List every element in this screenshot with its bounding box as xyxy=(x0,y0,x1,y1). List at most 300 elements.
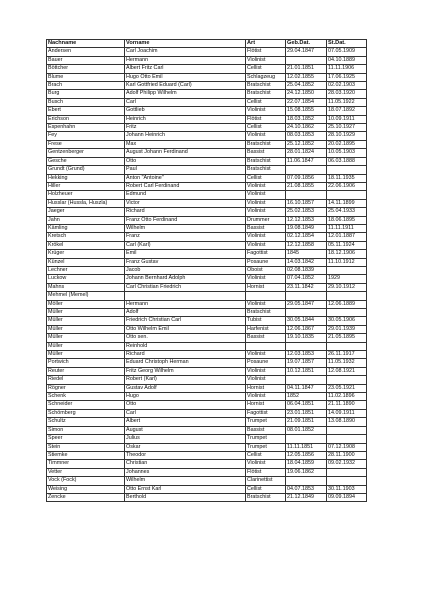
cell-st-dat: 28.03.1920 xyxy=(327,90,367,98)
table-row xyxy=(47,48,367,56)
cell-vorname: Hermann xyxy=(125,300,246,308)
cell-nachname: Schneider xyxy=(47,401,125,409)
cell-nachname: Stiemke xyxy=(47,451,125,459)
table-row xyxy=(47,73,367,81)
cell-vorname: Hugo xyxy=(125,393,246,401)
cell-vorname: Wilhelm xyxy=(125,224,246,232)
cell-art: Fagottist xyxy=(246,250,286,258)
cell-vorname: Jacob xyxy=(125,266,246,274)
cell-art: Flötist xyxy=(246,115,286,123)
cell-art xyxy=(246,292,286,300)
cell-vorname: Albert Fritz Carl xyxy=(125,65,246,73)
cell-st-dat: 12.06.1889 xyxy=(327,300,367,308)
cell-nachname: Müller xyxy=(47,309,125,317)
cell-vorname: Edmund xyxy=(125,191,246,199)
cell-nachname: Böttcher xyxy=(47,65,125,73)
cell-st-dat: 09.09.1894 xyxy=(327,493,367,501)
cell-vorname: Carl (Karl) xyxy=(125,241,246,249)
cell-nachname: Kretsch xyxy=(47,233,125,241)
cell-nachname: Erichson xyxy=(47,115,125,123)
cell-vorname: Franz xyxy=(125,233,246,241)
cell-nachname: Krökel xyxy=(47,241,125,249)
header-vorname: Vorname xyxy=(125,40,246,48)
cell-geb-dat: 21.12.1849 xyxy=(286,493,327,501)
cell-st-dat: 20.02.1895 xyxy=(327,140,367,148)
cell-geb-dat: 16.10.1857 xyxy=(286,199,327,207)
cell-geb-dat: 19.07.1857 xyxy=(286,359,327,367)
table-row xyxy=(47,409,367,417)
cell-art: Trumpet xyxy=(246,443,286,451)
cell-vorname: Victor xyxy=(125,199,246,207)
cell-art: Violinist xyxy=(246,300,286,308)
cell-art: Hornist xyxy=(246,283,286,291)
cell-nachname: Bauer xyxy=(47,56,125,64)
cell-st-dat xyxy=(327,292,367,300)
table-row xyxy=(47,191,367,199)
cell-vorname: Oskar xyxy=(125,443,246,451)
table-row xyxy=(47,258,367,266)
cell-vorname: Paul xyxy=(125,166,246,174)
cell-nachname: Zencke xyxy=(47,493,125,501)
cell-vorname: Gottlieb xyxy=(125,107,246,115)
cell-st-dat: 28.10.1929 xyxy=(327,132,367,140)
cell-geb-dat: 02.08.1839 xyxy=(286,266,327,274)
cell-art: Violinist xyxy=(246,182,286,190)
cell-nachname: Vock (Fock) xyxy=(47,477,125,485)
cell-st-dat: 10.05.1903 xyxy=(327,149,367,157)
cell-vorname: Otto xyxy=(125,157,246,165)
cell-st-dat: 06.03.1888 xyxy=(327,157,367,165)
cell-nachname: Mehmel (Memel) xyxy=(47,292,125,300)
cell-art: Harfenist xyxy=(246,325,286,333)
table-row xyxy=(47,233,367,241)
header-art: Art xyxy=(246,40,286,48)
cell-nachname: Lechner xyxy=(47,266,125,274)
cell-geb-dat: 18.03.1852 xyxy=(286,115,327,123)
cell-vorname: Robert (Karl) xyxy=(125,376,246,384)
cell-st-dat: 11.05.1922 xyxy=(327,98,367,106)
cell-vorname: Fritz Georg Wilhelm xyxy=(125,367,246,375)
cell-geb-dat: 12.05.1856 xyxy=(286,451,327,459)
cell-art: Flötist xyxy=(246,48,286,56)
table-row xyxy=(47,460,367,468)
cell-nachname: Timmner xyxy=(47,460,125,468)
cell-geb-dat: 11.06.1847 xyxy=(286,157,327,165)
cell-art: Violinist xyxy=(246,367,286,375)
cell-geb-dat: 08.03.1853 xyxy=(286,132,327,140)
cell-st-dat: 26.11.1917 xyxy=(327,351,367,359)
cell-vorname: August xyxy=(125,426,246,434)
cell-nachname: Gentzenberger xyxy=(47,149,125,157)
cell-st-dat: 12.08.1921 xyxy=(327,367,367,375)
cell-nachname: Müller xyxy=(47,317,125,325)
table-row xyxy=(47,342,367,350)
table-row xyxy=(47,384,367,392)
table-row xyxy=(47,309,367,317)
cell-art: Bratschist xyxy=(246,309,286,317)
cell-nachname: Künzel xyxy=(47,258,125,266)
musician-roster-table xyxy=(46,39,367,502)
cell-geb-dat: 12.12.1853 xyxy=(286,216,327,224)
cell-vorname: Hugo Otto Emil xyxy=(125,73,246,81)
cell-art: Violinist xyxy=(246,460,286,468)
cell-nachname: Blume xyxy=(47,73,125,81)
table-row xyxy=(47,140,367,148)
cell-st-dat: 18.06.1895 xyxy=(327,216,367,224)
cell-st-dat xyxy=(327,426,367,434)
cell-st-dat: 14.09.1911 xyxy=(327,409,367,417)
cell-geb-dat: 04.11.1847 xyxy=(286,384,327,392)
cell-nachname: Gesche xyxy=(47,157,125,165)
table-row xyxy=(47,485,367,493)
cell-st-dat xyxy=(327,266,367,274)
cell-st-dat: 13.08.1890 xyxy=(327,418,367,426)
cell-art: Violinist xyxy=(246,132,286,140)
cell-geb-dat: 02.12.1854 xyxy=(286,233,327,241)
cell-nachname: Jaeger xyxy=(47,208,125,216)
cell-vorname: Otto xyxy=(125,401,246,409)
cell-art: Violinist xyxy=(246,241,286,249)
cell-geb-dat xyxy=(286,166,327,174)
cell-art: Bratschist xyxy=(246,140,286,148)
table-row xyxy=(47,351,367,359)
cell-geb-dat: 21.09.1851 xyxy=(286,418,327,426)
table-row xyxy=(47,300,367,308)
cell-vorname: Hermann xyxy=(125,56,246,64)
cell-vorname: Johannes xyxy=(125,468,246,476)
cell-st-dat: 07.05.1909 xyxy=(327,48,367,56)
cell-st-dat: 18.07.1892 xyxy=(327,107,367,115)
cell-geb-dat: 04.07.1853 xyxy=(286,485,327,493)
table-row xyxy=(47,275,367,283)
cell-st-dat xyxy=(327,376,367,384)
cell-vorname: Wilhelm xyxy=(125,477,246,485)
cell-nachname: Weising xyxy=(47,485,125,493)
cell-geb-dat: 25.04.1852 xyxy=(286,82,327,90)
cell-vorname: Max xyxy=(125,140,246,148)
cell-geb-dat: 29.05.1847 xyxy=(286,300,327,308)
cell-art: Oboist xyxy=(246,266,286,274)
table-body xyxy=(47,48,367,502)
cell-nachname: Hiller xyxy=(47,182,125,190)
cell-art: Bassist xyxy=(246,149,286,157)
table-row xyxy=(47,56,367,64)
cell-vorname: Christian xyxy=(125,460,246,468)
table-row xyxy=(47,90,367,98)
cell-st-dat: 28.11.1900 xyxy=(327,451,367,459)
table-row xyxy=(47,435,367,443)
table-row xyxy=(47,477,367,485)
cell-geb-dat: 28.01.1824 xyxy=(286,149,327,157)
cell-geb-dat: 24.10.1862 xyxy=(286,124,327,132)
cell-geb-dat xyxy=(286,191,327,199)
cell-art: Hornist xyxy=(246,384,286,392)
cell-geb-dat: 21.08.1855 xyxy=(286,182,327,190)
cell-art: Bratschist xyxy=(246,90,286,98)
cell-vorname: Adolf Philipp Wilhelm xyxy=(125,90,246,98)
cell-st-dat: 11.02.1896 xyxy=(327,393,367,401)
cell-geb-dat xyxy=(286,435,327,443)
cell-art: Bassist xyxy=(246,224,286,232)
cell-vorname: Emil xyxy=(125,250,246,258)
cell-vorname: Anton "Antoine" xyxy=(125,174,246,182)
cell-vorname: Franz Otto Ferdinand xyxy=(125,216,246,224)
cell-geb-dat: 07.04.1852 xyxy=(286,275,327,283)
cell-vorname: Friedrich Christian Carl xyxy=(125,317,246,325)
cell-nachname: Rögner xyxy=(47,384,125,392)
cell-nachname: Brach xyxy=(47,82,125,90)
table-row xyxy=(47,224,367,232)
header-st-dat: St.Dat. xyxy=(327,40,367,48)
cell-st-dat: 30.05.1906 xyxy=(327,317,367,325)
cell-nachname: Schultz xyxy=(47,418,125,426)
cell-nachname: Holzheuer xyxy=(47,191,125,199)
table-row xyxy=(47,98,367,106)
cell-vorname: Heinrich xyxy=(125,115,246,123)
cell-art: Cellist xyxy=(246,98,286,106)
cell-geb-dat: 08.01.1852 xyxy=(286,426,327,434)
cell-geb-dat xyxy=(286,376,327,384)
cell-vorname: Carl xyxy=(125,409,246,417)
cell-vorname: Eduard Christoph Herman xyxy=(125,359,246,367)
cell-geb-dat: 12.03.1853 xyxy=(286,351,327,359)
cell-st-dat xyxy=(327,477,367,485)
cell-vorname: Richard xyxy=(125,208,246,216)
cell-st-dat: 23.05.1921 xyxy=(327,384,367,392)
cell-art: Bratschist xyxy=(246,166,286,174)
cell-art: Cellist xyxy=(246,451,286,459)
cell-vorname: Karl Gottfried Eduard (Carl) xyxy=(125,82,246,90)
cell-geb-dat: 25.12.1852 xyxy=(286,140,327,148)
cell-st-dat: 11.05.1932 xyxy=(327,359,367,367)
cell-st-dat: 18.11.1935 xyxy=(327,174,367,182)
cell-geb-dat: 29.04.1847 xyxy=(286,48,327,56)
table-row xyxy=(47,124,367,132)
cell-vorname: Gustav Adolf xyxy=(125,384,246,392)
cell-geb-dat: 23.11.1842 xyxy=(286,283,327,291)
table-row xyxy=(47,426,367,434)
cell-vorname: Theodor xyxy=(125,451,246,459)
cell-st-dat: 04.10.1889 xyxy=(327,56,367,64)
cell-nachname: Müller xyxy=(47,351,125,359)
cell-nachname: Fey xyxy=(47,132,125,140)
cell-art: Bratschist xyxy=(246,157,286,165)
cell-st-dat: 11.10.1912 xyxy=(327,258,367,266)
cell-geb-dat: 11.11.1851 xyxy=(286,443,327,451)
cell-nachname: Stein xyxy=(47,443,125,451)
table-row xyxy=(47,468,367,476)
cell-geb-dat: 19.06.1862 xyxy=(286,468,327,476)
cell-nachname: Frese xyxy=(47,140,125,148)
cell-st-dat xyxy=(327,191,367,199)
cell-st-dat: 25.04.1933 xyxy=(327,208,367,216)
table-row xyxy=(47,493,367,501)
cell-geb-dat: 12.12.1858 xyxy=(286,241,327,249)
cell-st-dat: 21.11.1890 xyxy=(327,401,367,409)
cell-st-dat: 18.12.1906 xyxy=(327,250,367,258)
cell-vorname: Fritz xyxy=(125,124,246,132)
cell-st-dat: 05.11.1924 xyxy=(327,241,367,249)
cell-art: Bratschist xyxy=(246,82,286,90)
cell-nachname: Riedel xyxy=(47,376,125,384)
cell-nachname: Jahn xyxy=(47,216,125,224)
cell-nachname: Burg xyxy=(47,90,125,98)
cell-nachname: Vetter xyxy=(47,468,125,476)
cell-nachname: Husslar (Hussla, Huszla) xyxy=(47,199,125,207)
cell-vorname: Carl Joachim xyxy=(125,48,246,56)
table-row xyxy=(47,266,367,274)
cell-vorname: August Johann Ferdinand xyxy=(125,149,246,157)
cell-art: Cellist xyxy=(246,65,286,73)
cell-art: Flötist xyxy=(246,468,286,476)
cell-art: Violinist xyxy=(246,351,286,359)
cell-st-dat: 10.09.1911 xyxy=(327,115,367,123)
table-row xyxy=(47,393,367,401)
cell-st-dat: 1929 xyxy=(327,275,367,283)
cell-geb-dat: 30.05.1844 xyxy=(286,317,327,325)
table-row xyxy=(47,82,367,90)
table-header xyxy=(47,40,367,48)
table-row xyxy=(47,208,367,216)
cell-st-dat xyxy=(327,342,367,350)
cell-nachname: Müller xyxy=(47,325,125,333)
table-row xyxy=(47,132,367,140)
table-row xyxy=(47,174,367,182)
cell-vorname: Robert Carl Ferdinand xyxy=(125,182,246,190)
cell-art: Tubist xyxy=(246,317,286,325)
cell-nachname: Schenk xyxy=(47,393,125,401)
table-row xyxy=(47,250,367,258)
cell-geb-dat: 15.08.1855 xyxy=(286,107,327,115)
cell-geb-dat xyxy=(286,342,327,350)
table-row xyxy=(47,334,367,342)
cell-nachname: Andersen xyxy=(47,48,125,56)
cell-vorname: Berthold xyxy=(125,493,246,501)
cell-art: Violinist xyxy=(246,191,286,199)
cell-geb-dat: 19.10.1835 xyxy=(286,334,327,342)
cell-geb-dat: 12.02.1855 xyxy=(286,73,327,81)
cell-nachname: Möller xyxy=(47,300,125,308)
cell-st-dat: 11.11.1911 xyxy=(327,224,367,232)
cell-art: Schlagzeug xyxy=(246,73,286,81)
table-row xyxy=(47,359,367,367)
cell-st-dat: 11.11.1906 xyxy=(327,65,367,73)
cell-geb-dat: 07.09.1856 xyxy=(286,174,327,182)
cell-vorname: Julius xyxy=(125,435,246,443)
table-row xyxy=(47,216,367,224)
cell-vorname: Albert xyxy=(125,418,246,426)
cell-art: Violinist xyxy=(246,376,286,384)
cell-nachname: Grundt (Grund) xyxy=(47,166,125,174)
cell-nachname: Müller xyxy=(47,334,125,342)
cell-geb-dat xyxy=(286,56,327,64)
cell-vorname: Johann Heinrich xyxy=(125,132,246,140)
cell-nachname: Reuter xyxy=(47,367,125,375)
header-geb-dat: Geb.Dat. xyxy=(286,40,327,48)
cell-nachname: Espenhahn xyxy=(47,124,125,132)
cell-art: Fagottist xyxy=(246,409,286,417)
cell-art: Bassist xyxy=(246,334,286,342)
table-row xyxy=(47,283,367,291)
cell-geb-dat xyxy=(286,292,327,300)
table-row xyxy=(47,376,367,384)
cell-nachname: Luckow xyxy=(47,275,125,283)
cell-geb-dat: 18.04.1859 xyxy=(286,460,327,468)
table-row xyxy=(47,325,367,333)
table-row xyxy=(47,241,367,249)
cell-vorname: Carl xyxy=(125,98,246,106)
cell-art: Drummer xyxy=(246,216,286,224)
cell-vorname: Carl Christian Friedrich xyxy=(125,283,246,291)
cell-art: Violinist xyxy=(246,233,286,241)
table-row xyxy=(47,65,367,73)
cell-vorname: Otto sen. xyxy=(125,334,246,342)
cell-vorname: Johann Bernhard Adolph xyxy=(125,275,246,283)
cell-nachname: Schömberg xyxy=(47,409,125,417)
cell-st-dat xyxy=(327,435,367,443)
cell-st-dat xyxy=(327,166,367,174)
cell-geb-dat: 21.01.1851 xyxy=(286,65,327,73)
cell-geb-dat: 19.08.1849 xyxy=(286,224,327,232)
cell-art: Violinist xyxy=(246,199,286,207)
cell-nachname: Hekking xyxy=(47,174,125,182)
cell-art xyxy=(246,342,286,350)
cell-art: Bratschist xyxy=(246,493,286,501)
header-nachname: Nachname xyxy=(47,40,125,48)
cell-art: Bassist xyxy=(246,426,286,434)
cell-st-dat: 25.10.1927 xyxy=(327,124,367,132)
table-row xyxy=(47,367,367,375)
cell-st-dat: 12.01.1887 xyxy=(327,233,367,241)
cell-st-dat xyxy=(327,468,367,476)
cell-art: Trumpet xyxy=(246,418,286,426)
table-row xyxy=(47,451,367,459)
cell-geb-dat xyxy=(286,477,327,485)
table-row xyxy=(47,107,367,115)
table-row xyxy=(47,317,367,325)
cell-vorname: Otto Ernst Karl xyxy=(125,485,246,493)
cell-art: Clarinettist xyxy=(246,477,286,485)
table-row xyxy=(47,199,367,207)
cell-geb-dat xyxy=(286,309,327,317)
cell-vorname: Adolf xyxy=(125,309,246,317)
cell-art: Violinist xyxy=(246,393,286,401)
cell-art: Violinist xyxy=(246,275,286,283)
table-row xyxy=(47,401,367,409)
cell-geb-dat: 06.04.1851 xyxy=(286,401,327,409)
header-row xyxy=(47,40,367,48)
cell-st-dat: 21.05.1895 xyxy=(327,334,367,342)
cell-geb-dat: 23.01.1851 xyxy=(286,409,327,417)
cell-nachname: Ebert xyxy=(47,107,125,115)
cell-nachname: Portwich xyxy=(47,359,125,367)
cell-art: Violinist xyxy=(246,56,286,64)
cell-st-dat: 29.10.1912 xyxy=(327,283,367,291)
cell-st-dat: 07.12.1908 xyxy=(327,443,367,451)
cell-st-dat: 22.06.1906 xyxy=(327,182,367,190)
cell-nachname: Kämling xyxy=(47,224,125,232)
cell-art: Hornist xyxy=(246,401,286,409)
cell-art: Violinist xyxy=(246,107,286,115)
table-row xyxy=(47,182,367,190)
cell-st-dat xyxy=(327,309,367,317)
cell-st-dat: 14.11.1899 xyxy=(327,199,367,207)
cell-art: Cellist xyxy=(246,124,286,132)
cell-art: Posaune xyxy=(246,359,286,367)
cell-nachname: Mahns xyxy=(47,283,125,291)
cell-geb-dat: 22.07.1854 xyxy=(286,98,327,106)
cell-art: Cellist xyxy=(246,174,286,182)
